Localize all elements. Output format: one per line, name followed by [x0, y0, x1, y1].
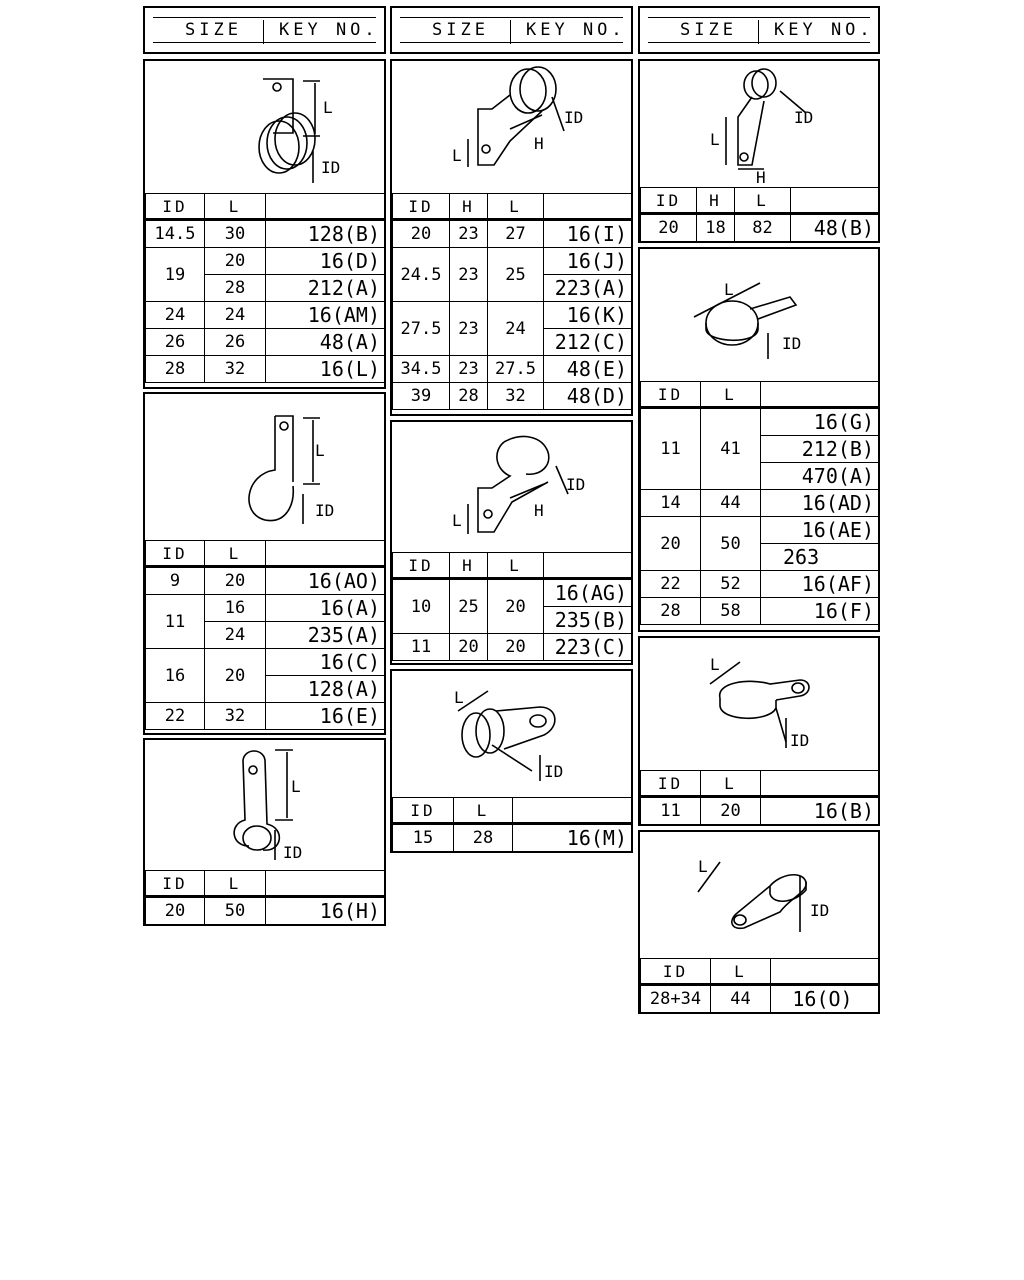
col-id: ID [146, 541, 205, 567]
size-cell: 14.5 [146, 220, 205, 248]
header-right [638, 6, 880, 54]
label-l: L [452, 146, 462, 165]
size-cell: 39 [393, 383, 450, 410]
key-no-cell: 16(J) [544, 248, 632, 275]
size-cell: 9 [146, 567, 205, 595]
table-row [146, 595, 385, 622]
key-no-cell: 223(C) [544, 634, 632, 661]
size-table-r2 [640, 381, 879, 625]
clamp-box-offset-double [390, 59, 633, 416]
size-cell: 20 [641, 517, 701, 571]
table-row [641, 985, 879, 1013]
size-cell: 41 [701, 408, 761, 490]
size-cell: H [450, 194, 488, 220]
size-cell: 27 [488, 220, 544, 248]
size-cell [761, 771, 879, 797]
size-cell: 24.5 [393, 248, 450, 302]
key-no-cell: 16(AO) [266, 567, 385, 595]
label-id: ID [810, 901, 830, 920]
table-row [393, 356, 632, 383]
size-cell: L [735, 188, 791, 214]
size-table-r4 [640, 958, 879, 1013]
size-cell: ID [393, 194, 450, 220]
size-cell: 25 [450, 579, 488, 634]
size-cell: 20 [205, 567, 266, 595]
size-cell: 20 [701, 797, 761, 825]
table-row [146, 567, 385, 595]
table-row [146, 302, 385, 329]
key-no-cell: 212(C) [544, 329, 632, 356]
label-l: L [452, 511, 462, 530]
label-l: L [323, 98, 333, 117]
size-cell: 27.5 [393, 302, 450, 356]
size-cell: 23 [450, 220, 488, 248]
size-cell: 44 [701, 490, 761, 517]
label-l: L [315, 441, 325, 460]
key-no-cell: 128(B) [266, 220, 385, 248]
key-no-cell: 16(B) [761, 797, 879, 825]
size-cell: 20 [488, 634, 544, 661]
size-cell: ID [641, 959, 711, 985]
size-table-m1 [392, 193, 632, 410]
table-row [641, 408, 879, 436]
table-row [146, 897, 385, 925]
size-cell: 20 [641, 214, 697, 242]
table-row [146, 649, 385, 676]
clamp-box-long-bracket [638, 59, 880, 243]
size-cell: 14 [641, 490, 701, 517]
key-no-cell: 48(E) [544, 356, 632, 383]
col-l: L [205, 541, 266, 567]
key-no-cell: 212(A) [266, 275, 385, 302]
clamp-box-band-strap [638, 247, 880, 632]
size-cell: 82 [735, 214, 791, 242]
size-cell: 22 [146, 703, 205, 730]
table-row [146, 356, 385, 383]
size-cell: 32 [488, 383, 544, 410]
size-cell: 15 [393, 824, 454, 852]
table-row [641, 598, 879, 625]
size-cell: H [450, 553, 488, 579]
clamp-drawing [145, 61, 388, 193]
key-no-cell: 48(B) [791, 214, 879, 242]
key-no-cell: 48(D) [544, 383, 632, 410]
label-l: L [291, 777, 301, 796]
size-cell: 26 [146, 329, 205, 356]
table-row [641, 490, 879, 517]
table-row [146, 220, 385, 248]
size-table-c2 [145, 540, 385, 730]
key-no-cell: 235(B) [544, 607, 632, 634]
table-row [393, 579, 632, 607]
label-h: H [756, 168, 766, 187]
key-no-cell: 16(G) [761, 408, 879, 436]
size-cell: 20 [205, 248, 266, 275]
size-cell [761, 382, 879, 408]
size-cell: 32 [205, 356, 266, 383]
size-cell: 25 [488, 248, 544, 302]
table-row [393, 302, 632, 329]
key-no-cell: 16(E) [266, 703, 385, 730]
header-size: SIZE [680, 20, 737, 40]
size-cell: 58 [701, 598, 761, 625]
col-l: L [205, 871, 266, 897]
size-cell: 52 [701, 571, 761, 598]
clamp-box-loop-tab [390, 669, 633, 853]
size-cell: 16 [205, 595, 266, 622]
label-l: L [710, 130, 720, 149]
key-no-cell: 16(F) [761, 598, 879, 625]
clamp-drawing [145, 740, 388, 870]
size-cell: 23 [450, 356, 488, 383]
col-id: ID [146, 871, 205, 897]
size-cell: 11 [146, 595, 205, 649]
size-cell: L [711, 959, 771, 985]
table-row [641, 797, 879, 825]
size-cell [544, 553, 632, 579]
label-id: ID [790, 731, 810, 750]
size-cell: L [488, 553, 544, 579]
size-cell: 50 [701, 517, 761, 571]
size-cell: 10 [393, 579, 450, 634]
size-cell: 11 [393, 634, 450, 661]
size-cell [544, 194, 632, 220]
size-cell: 20 [205, 649, 266, 703]
size-cell: 23 [450, 302, 488, 356]
size-cell: H [697, 188, 735, 214]
key-no-cell: 16(D) [266, 248, 385, 275]
size-cell: 28+34 [641, 985, 711, 1013]
table-row [641, 214, 879, 242]
header-key-no: KEY NO. [526, 20, 626, 40]
label-id: ID [544, 762, 564, 781]
label-l: L [710, 655, 720, 674]
header-size: SIZE [432, 20, 489, 40]
clamp-drawing [640, 61, 882, 187]
size-cell [266, 194, 385, 220]
size-cell: 20 [393, 220, 450, 248]
size-cell: 28 [454, 824, 513, 852]
size-cell: 30 [205, 220, 266, 248]
size-cell: 24 [146, 302, 205, 329]
clamp-box-double-loop [638, 830, 880, 1014]
key-no-cell: 223(A) [544, 275, 632, 302]
table-row [393, 634, 632, 661]
key-no-cell: 16(AG) [544, 579, 632, 607]
key-no-cell: 16(AD) [761, 490, 879, 517]
key-no-cell: 16(K) [544, 302, 632, 329]
size-cell [266, 871, 385, 897]
size-cell: 20 [488, 579, 544, 634]
label-h: H [534, 134, 544, 153]
size-cell: 24 [205, 302, 266, 329]
col-l: L [205, 194, 266, 220]
key-no-cell: 48(A) [266, 329, 385, 356]
key-no-cell: 16(M) [513, 824, 632, 852]
header-key-no: KEY NO. [774, 20, 874, 40]
key-no-cell: 16(AE) [761, 517, 879, 544]
key-no-cell: 16(C) [266, 649, 385, 676]
size-cell: L [701, 771, 761, 797]
clamp-drawing [640, 832, 882, 958]
table-row [393, 248, 632, 275]
label-l: L [724, 280, 734, 299]
label-id: ID [566, 475, 586, 494]
size-table-r1 [640, 187, 879, 242]
size-cell: ID [641, 771, 701, 797]
size-cell: 24 [205, 622, 266, 649]
header-key-no: KEY NO. [279, 20, 379, 40]
label-id: ID [321, 158, 341, 177]
key-no-cell: 16(H) [266, 897, 385, 925]
table-row [146, 703, 385, 730]
clamp-box-offset-single [390, 420, 633, 665]
size-cell: 11 [641, 797, 701, 825]
table-row [393, 220, 632, 248]
key-no-cell: 16(L) [266, 356, 385, 383]
size-cell: 19 [146, 248, 205, 302]
label-l: L [454, 688, 464, 707]
header-left [143, 6, 386, 54]
table-row [641, 517, 879, 544]
size-cell: 16 [146, 649, 205, 703]
clamp-box-flat-loop [638, 636, 880, 826]
size-cell: 26 [205, 329, 266, 356]
col-id: ID [146, 194, 205, 220]
size-cell [513, 798, 632, 824]
size-cell: L [488, 194, 544, 220]
size-cell: 11 [641, 408, 701, 490]
size-cell [771, 959, 879, 985]
size-cell: 28 [205, 275, 266, 302]
table-row [641, 571, 879, 598]
label-l: L [698, 857, 708, 876]
size-cell: 24 [488, 302, 544, 356]
table-row [393, 824, 632, 852]
header-middle [390, 6, 633, 54]
key-no-cell: 16(I) [544, 220, 632, 248]
key-no-cell: 128(A) [266, 676, 385, 703]
size-cell: 50 [205, 897, 266, 925]
table-row [393, 383, 632, 410]
table-row [146, 248, 385, 275]
size-cell: 28 [146, 356, 205, 383]
clamp-drawing [392, 671, 635, 797]
size-table-m2 [392, 552, 632, 661]
label-id: ID [794, 108, 814, 127]
size-cell: 32 [205, 703, 266, 730]
size-cell: ID [393, 553, 450, 579]
size-table-r3 [640, 770, 879, 825]
key-no-cell: 16(A) [266, 595, 385, 622]
size-table-m3 [392, 797, 632, 852]
clamp-box-s-type [143, 738, 386, 926]
size-cell: 34.5 [393, 356, 450, 383]
clamp-box-p-type [143, 392, 386, 735]
size-cell: 18 [697, 214, 735, 242]
label-id: ID [782, 334, 802, 353]
size-cell [791, 188, 879, 214]
table-row [146, 329, 385, 356]
size-cell: 44 [711, 985, 771, 1013]
size-cell: 20 [146, 897, 205, 925]
key-no-cell: 16(O) [771, 985, 879, 1013]
key-no-cell: 235(A) [266, 622, 385, 649]
clamp-drawing [145, 394, 388, 540]
key-no-cell: 263 [761, 544, 879, 571]
clamp-drawing [392, 422, 635, 552]
size-cell [266, 541, 385, 567]
header-size: SIZE [185, 20, 242, 40]
size-cell: L [454, 798, 513, 824]
size-cell: ID [641, 188, 697, 214]
size-table-c1 [145, 193, 385, 383]
label-h: H [534, 501, 544, 520]
size-cell: 28 [641, 598, 701, 625]
size-table-c3 [145, 870, 385, 925]
size-cell: L [701, 382, 761, 408]
label-id: ID [315, 501, 335, 520]
label-id: ID [564, 108, 584, 127]
clamp-drawing [640, 638, 882, 770]
clamp-drawing [392, 61, 635, 193]
clamp-box-tab-single [143, 59, 386, 389]
size-cell: 27.5 [488, 356, 544, 383]
clamp-drawing [640, 249, 882, 381]
size-cell: 22 [641, 571, 701, 598]
label-id: ID [283, 843, 303, 862]
key-no-cell: 212(B) [761, 436, 879, 463]
size-cell: 28 [450, 383, 488, 410]
size-cell: ID [393, 798, 454, 824]
size-cell: 20 [450, 634, 488, 661]
size-cell: ID [641, 382, 701, 408]
key-no-cell: 470(A) [761, 463, 879, 490]
key-no-cell: 16(AF) [761, 571, 879, 598]
key-no-cell: 16(AM) [266, 302, 385, 329]
size-cell: 23 [450, 248, 488, 302]
